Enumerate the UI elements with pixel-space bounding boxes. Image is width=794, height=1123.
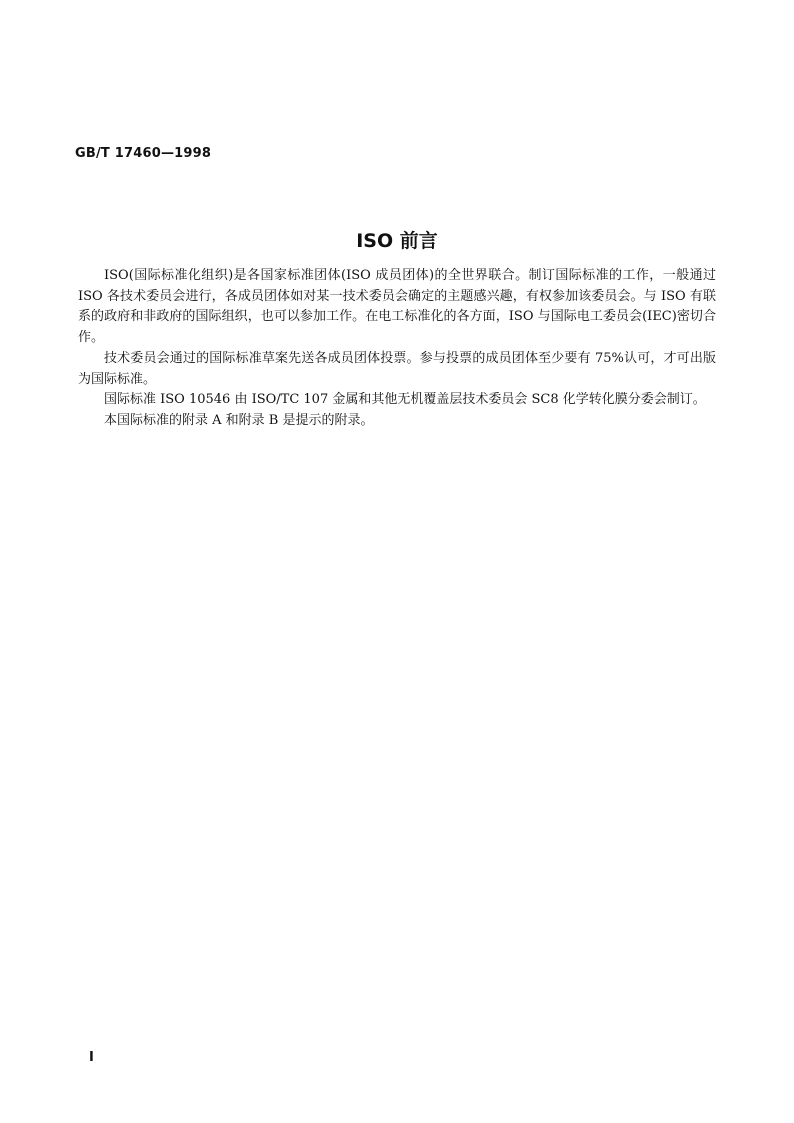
page-title: ISO 前言: [356, 230, 438, 252]
foreword-body: [78, 266, 716, 432]
document-code: GB/T 17460—1998: [75, 146, 212, 161]
paragraph-preparation: 国际标准 ISO 10546 由 ISO/TC 107 金属和其他无机覆盖层技术委员会 SC8 化学转化膜分委会制订。: [104, 392, 706, 408]
paragraph-voting: 技术委员会通过的国际标准草案先送各成员团体投票。参与投票的成员团体至少要有 75%认可，才可出版为国际标准。: [78, 350, 716, 387]
page-number: I: [89, 1050, 94, 1065]
paragraph-annexes: 本国际标准的附录 A 和附录 B 是提示的附录。: [104, 412, 374, 428]
paragraph-iso-organization: ISO(国际标准化组织)是各国家标准团体(ISO 成员团体)的全世界联合。制订国际标准的工作，一般通过 ISO 各技术委员会进行，各成员团体如对某一技术委员会确定的主题感兴趣，有权参加该委员会。与 ISO 有联系的政府和非政府的国际组织，也可以参加工作。在电工标准化的各方面，ISO 与国际电工委员会(IEC)密切合作。: [78, 268, 716, 346]
